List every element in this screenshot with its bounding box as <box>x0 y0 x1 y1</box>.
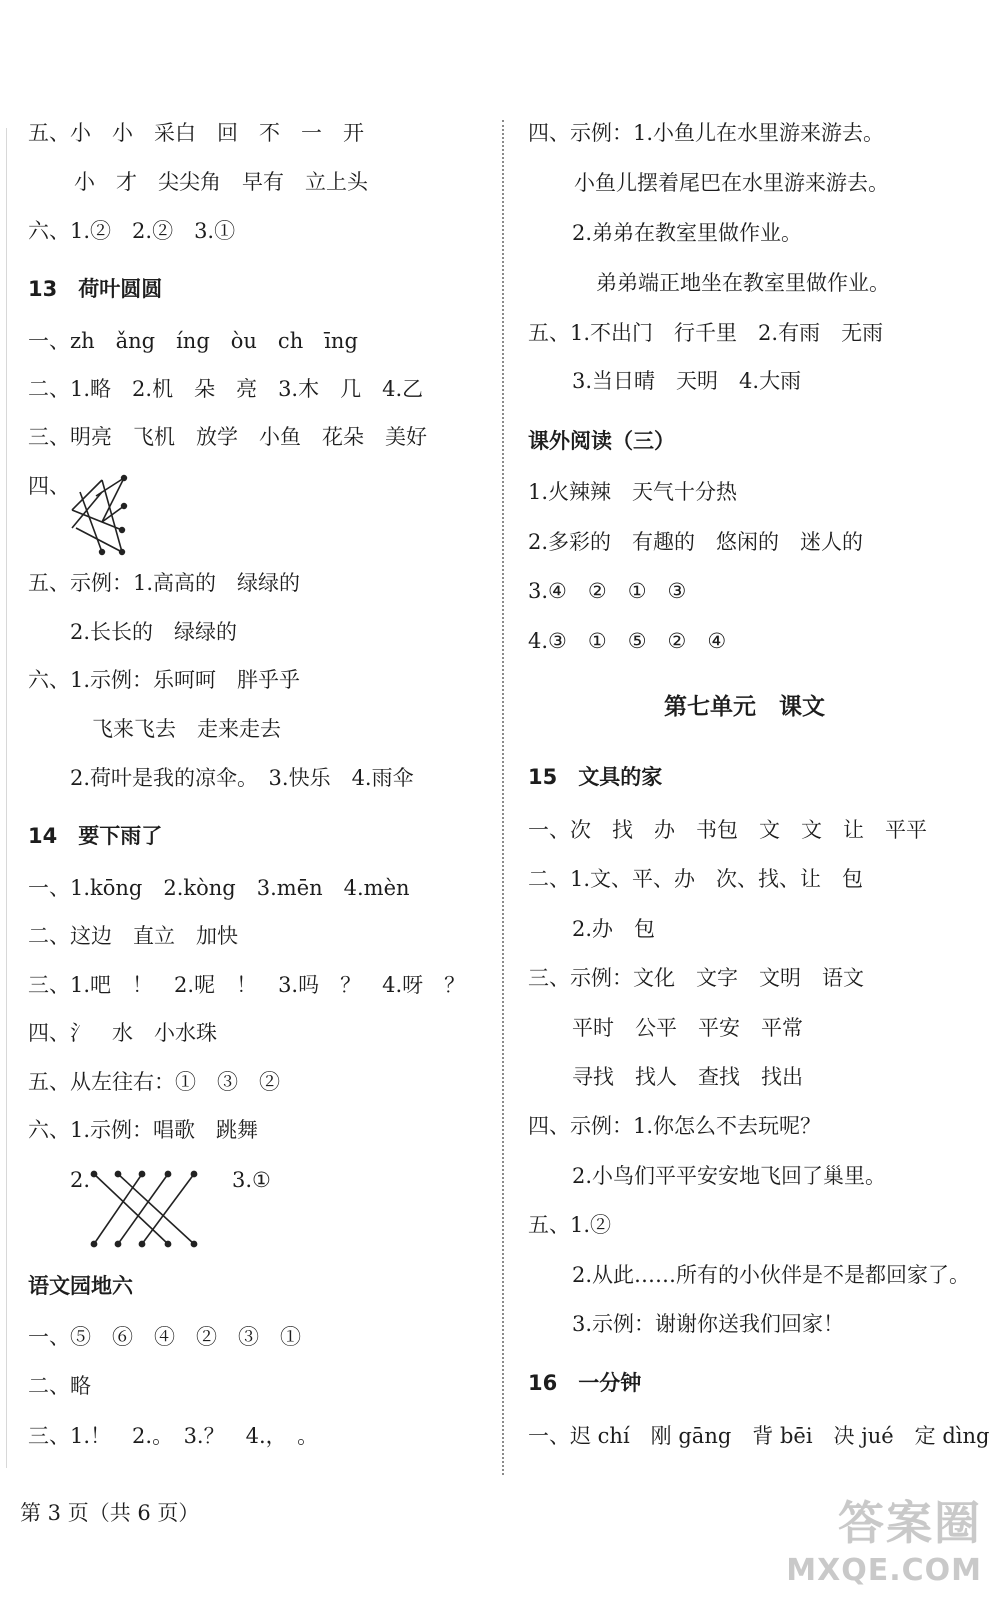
answer-line: 六、1.示例：唱歌 跳舞 <box>28 1118 259 1142</box>
answer-line: 一、次 找 办 书包 文 文 让 平平 <box>528 818 927 842</box>
answer-line: 四、示例：1.你怎么不去玩呢？ <box>528 1114 822 1138</box>
answer-line: 小 才 尖尖角 早有 立上头 <box>74 170 368 194</box>
answer-line: 三、1.吧 ！ 2.呢 ！ 3.吗 ？ 4.呀 ？ <box>28 973 466 997</box>
answer-line: 2.荷叶是我的凉伞。 3.快乐 4.雨伞 <box>70 766 414 790</box>
answer-line: 五、从左往右：① ③ ② <box>28 1070 280 1094</box>
section-heading: 课外阅读（三） <box>528 429 675 453</box>
answer-line: 2.小鸟们平平安安地飞回了巢里。 <box>572 1164 887 1188</box>
answer-line: 2.长长的 绿绿的 <box>70 620 238 644</box>
page-number-footer: 第 3 页（共 6 页） <box>20 1501 200 1525</box>
answer-line: 平时 公平 平安 平常 <box>572 1016 803 1040</box>
matching-lines-diagram-1 <box>66 472 132 558</box>
answer-line: 2.弟弟在教室里做作业。 <box>572 221 803 245</box>
answer-line: 三、示例：文化 文字 文明 语文 <box>528 966 864 990</box>
page-edge <box>6 128 7 1468</box>
answer-line: 1.火辣辣 天气十分热 <box>528 480 738 504</box>
answer-line: 一、1.kōng 2.kòng 3.mēn 4.mèn <box>28 876 410 900</box>
section-heading: 语文园地六 <box>28 1274 133 1298</box>
answer-line: 2.办 包 <box>572 917 656 941</box>
section-heading: 第七单元 课文 <box>664 694 825 720</box>
section-heading: 14 要下雨了 <box>28 824 163 848</box>
answer-line: 小鱼儿摆着尾巴在水里游来游去。 <box>574 171 889 195</box>
answer-line: 一、迟 chí 刚 gāng 背 bēi 决 jué 定 dìng <box>528 1424 990 1448</box>
answer-line: 五、示例：1.高高的 绿绿的 <box>28 571 301 595</box>
answer-line: 五、1.② <box>528 1213 612 1237</box>
answer-line: 寻找 找人 查找 找出 <box>572 1065 803 1089</box>
answer-line: 2.从此……所有的小伙伴是不是都回家了。 <box>572 1263 971 1287</box>
answer-line: 4.③ ① ⑤ ② ④ <box>528 629 727 653</box>
answer-line: 弟弟端正地坐在教室里做作业。 <box>596 271 890 295</box>
answer-line: 六、1.② 2.② 3.① <box>28 219 236 243</box>
answer-line: 五、小 小 采白 回 不 一 开 <box>28 121 364 145</box>
watermark-line-1: 答案圈 <box>838 1496 982 1550</box>
column-divider <box>502 120 504 1475</box>
answer-line: 3.① <box>232 1168 271 1192</box>
answer-line: 六、1.示例：乐呵呵 胖乎乎 <box>28 668 301 692</box>
section-heading: 15 文具的家 <box>528 765 663 789</box>
answer-line: 飞来飞去 走来走去 <box>92 717 281 741</box>
section-heading: 16 一分钟 <box>528 1371 642 1395</box>
answer-line: 二、这边 直立 加快 <box>28 924 238 948</box>
answer-line: 三、1.！ 2.。 3.？ 4.， 。 <box>28 1424 319 1448</box>
answer-line: 2. <box>70 1168 91 1192</box>
answer-line: 3.示例：谢谢你送我们回家！ <box>572 1312 845 1336</box>
answer-line: 四、氵 水 小水珠 <box>28 1021 217 1045</box>
watermark-logo <box>786 1487 982 1588</box>
answer-line: 2.多彩的 有趣的 悠闲的 迷人的 <box>528 530 864 554</box>
answer-line: 一、zh ǎng íng òu ch īng <box>28 329 358 353</box>
answer-line: 四、示例：1.小鱼儿在水里游来游去。 <box>528 121 885 145</box>
answer-line: 二、1.略 2.机 朵 亮 3.木 几 4.乙 <box>28 377 424 401</box>
answer-line: 四、 <box>28 474 70 498</box>
answer-line: 二、1.文、平、办 次、找、让 包 <box>528 867 864 891</box>
answer-line: 三、明亮 飞机 放学 小鱼 花朵 美好 <box>28 425 427 449</box>
answer-line: 二、略 <box>28 1374 91 1398</box>
watermark-line-2: MXQE.COM <box>786 1553 982 1588</box>
matching-lines-diagram-2 <box>88 1166 208 1252</box>
answer-line: 五、1.不出门 行千里 2.有雨 无雨 <box>528 321 884 345</box>
answer-line: 3.当日晴 天明 4.大雨 <box>572 369 802 393</box>
answer-line: 3.④ ② ① ③ <box>528 579 687 603</box>
answer-line: 一、⑤ ⑥ ④ ② ③ ① <box>28 1325 301 1349</box>
section-heading: 13 荷叶圆圆 <box>28 277 163 301</box>
